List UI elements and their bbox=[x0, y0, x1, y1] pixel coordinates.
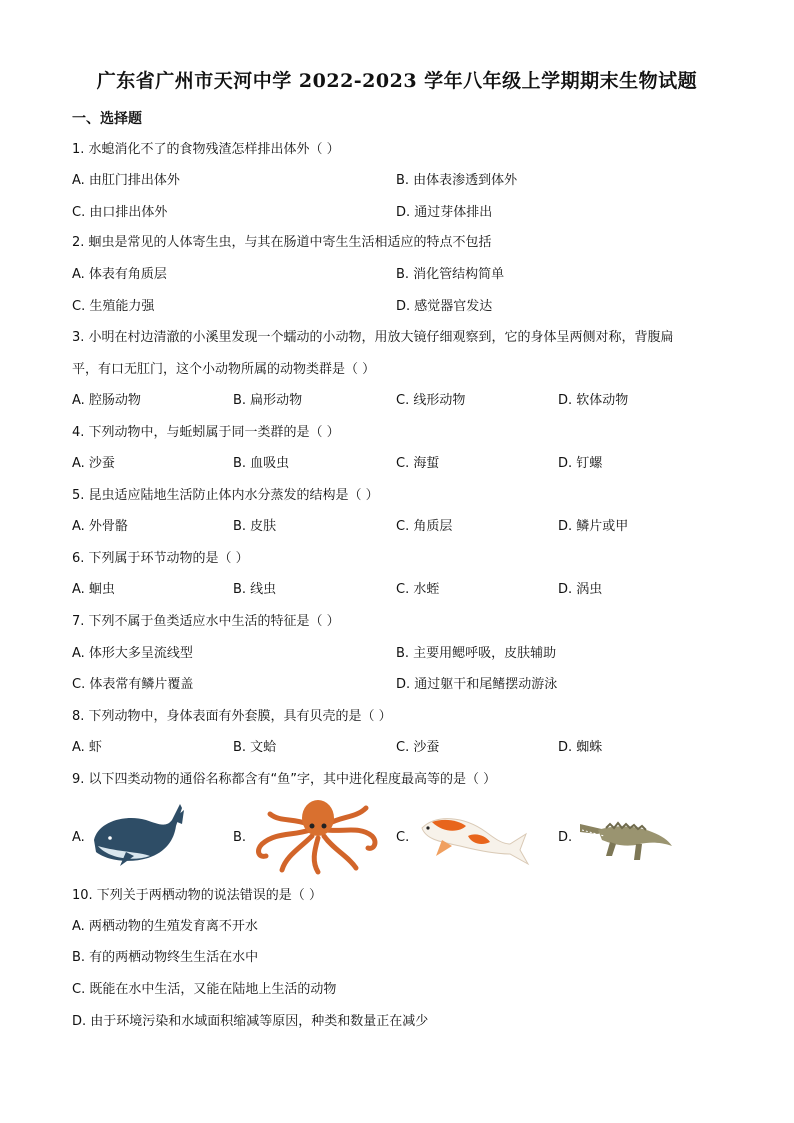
q7-option-a: A. 体形大多呈流线型 bbox=[72, 646, 193, 661]
q9-option-d-label: D. bbox=[558, 830, 573, 845]
q8-option-d: D. 蜘蛛 bbox=[558, 740, 603, 755]
q8-option-a: A. 虾 bbox=[72, 740, 102, 755]
q10-option-a: A. 两栖动物的生殖发育离不开水 bbox=[72, 919, 258, 934]
q3-option-a: A. 腔肠动物 bbox=[72, 393, 141, 408]
q5-option-c: C. 角质层 bbox=[396, 519, 453, 534]
q5-option-d: D. 鳞片或甲 bbox=[558, 519, 629, 534]
question-4-stem: 4. 下列动物中，与蚯蚓属于同一类群的是（ ） bbox=[72, 425, 340, 440]
q10-option-d: D. 由于环境污染和水域面积缩减等原因，种类和数量正在减少 bbox=[72, 1014, 429, 1029]
question-7-stem: 7. 下列不属于鱼类适应水中生活的特征是（ ） bbox=[72, 614, 340, 629]
question-10-stem: 10. 下列关于两栖动物的说法错误的是（ ） bbox=[72, 888, 322, 903]
q3-option-b: B. 扁形动物 bbox=[233, 393, 303, 408]
question-2-stem: 2. 蛔虫是常见的人体寄生虫，与其在肠道中寄生生活相适应的特点不包括 bbox=[72, 235, 492, 250]
q9-option-a-label: A. bbox=[72, 830, 85, 845]
q4-option-c: C. 海蜇 bbox=[396, 456, 440, 471]
q10-option-c: C. 既能在水中生活，又能在陆地上生活的动物 bbox=[72, 982, 337, 997]
q1-option-b: B. 由体表渗透到体外 bbox=[396, 173, 518, 188]
q7-option-b: B. 主要用鳃呼吸，皮肤辅助 bbox=[396, 646, 557, 661]
q10-option-b: B. 有的两栖动物终生生活在水中 bbox=[72, 950, 259, 965]
question-3-stem-line-2: 平，有口无肛门，这个小动物所属的动物类群是（ ） bbox=[72, 362, 376, 377]
q8-option-b: B. 文蛤 bbox=[233, 740, 277, 755]
crocodile-image bbox=[576, 810, 674, 864]
octopus-image bbox=[252, 796, 382, 876]
q5-option-a: A. 外骨骼 bbox=[72, 519, 128, 534]
q6-option-d: D. 涡虫 bbox=[558, 582, 603, 597]
q3-option-d: D. 软体动物 bbox=[558, 393, 629, 408]
q6-option-b: B. 线虫 bbox=[233, 582, 277, 597]
q2-option-d: D. 感觉器官发达 bbox=[396, 299, 493, 314]
q5-option-b: B. 皮肤 bbox=[233, 519, 277, 534]
q2-option-a: A. 体表有角质层 bbox=[72, 267, 167, 282]
q9-option-b-label: B. bbox=[233, 830, 247, 845]
question-1-stem: 1. 水螅消化不了的食物残渣怎样排出体外（ ） bbox=[72, 142, 340, 157]
q3-option-c: C. 线形动物 bbox=[396, 393, 466, 408]
question-5-stem: 5. 昆虫适应陆地生活防止体内水分蒸发的结构是（ ） bbox=[72, 488, 379, 503]
q7-option-d: D. 通过躯干和尾鳍摆动游泳 bbox=[396, 677, 558, 692]
question-9-stem: 9. 以下四类动物的通俗名称都含有“鱼”字，其中进化程度最高等的是（ ） bbox=[72, 772, 497, 787]
section-heading: 一、选择题 bbox=[72, 111, 142, 127]
question-6-stem: 6. 下列属于环节动物的是（ ） bbox=[72, 551, 249, 566]
question-8-stem: 8. 下列动物中，身体表面有外套膜，具有贝壳的是（ ） bbox=[72, 709, 392, 724]
q8-option-c: C. 沙蚕 bbox=[396, 740, 440, 755]
q9-option-c-label: C. bbox=[396, 830, 410, 845]
q2-option-c: C. 生殖能力强 bbox=[72, 299, 155, 314]
q7-option-c: C. 体表常有鳞片覆盖 bbox=[72, 677, 194, 692]
page-title: 广东省广州市天河中学 2022-2023 学年八年级上学期期末生物试题 bbox=[96, 70, 698, 92]
q1-option-d: D. 通过芽体排出 bbox=[396, 205, 493, 220]
q6-option-a: A. 蛔虫 bbox=[72, 582, 115, 597]
q4-option-a: A. 沙蚕 bbox=[72, 456, 115, 471]
q1-option-a: A. 由肛门排出体外 bbox=[72, 173, 180, 188]
q2-option-b: B. 消化管结构简单 bbox=[396, 267, 505, 282]
question-3-stem-line-1: 3. 小明在村边清澈的小溪里发现一个蠕动的小动物，用放大镜仔细观察到，它的身体呈两侧对称，背腹扁 bbox=[72, 330, 674, 345]
q4-option-d: D. 钉螺 bbox=[558, 456, 603, 471]
q4-option-b: B. 血吸虫 bbox=[233, 456, 290, 471]
koi-fish-image bbox=[414, 806, 530, 868]
q1-option-c: C. 由口排出体外 bbox=[72, 205, 168, 220]
q6-option-c: C. 水蛭 bbox=[396, 582, 440, 597]
whale-image bbox=[88, 800, 184, 868]
